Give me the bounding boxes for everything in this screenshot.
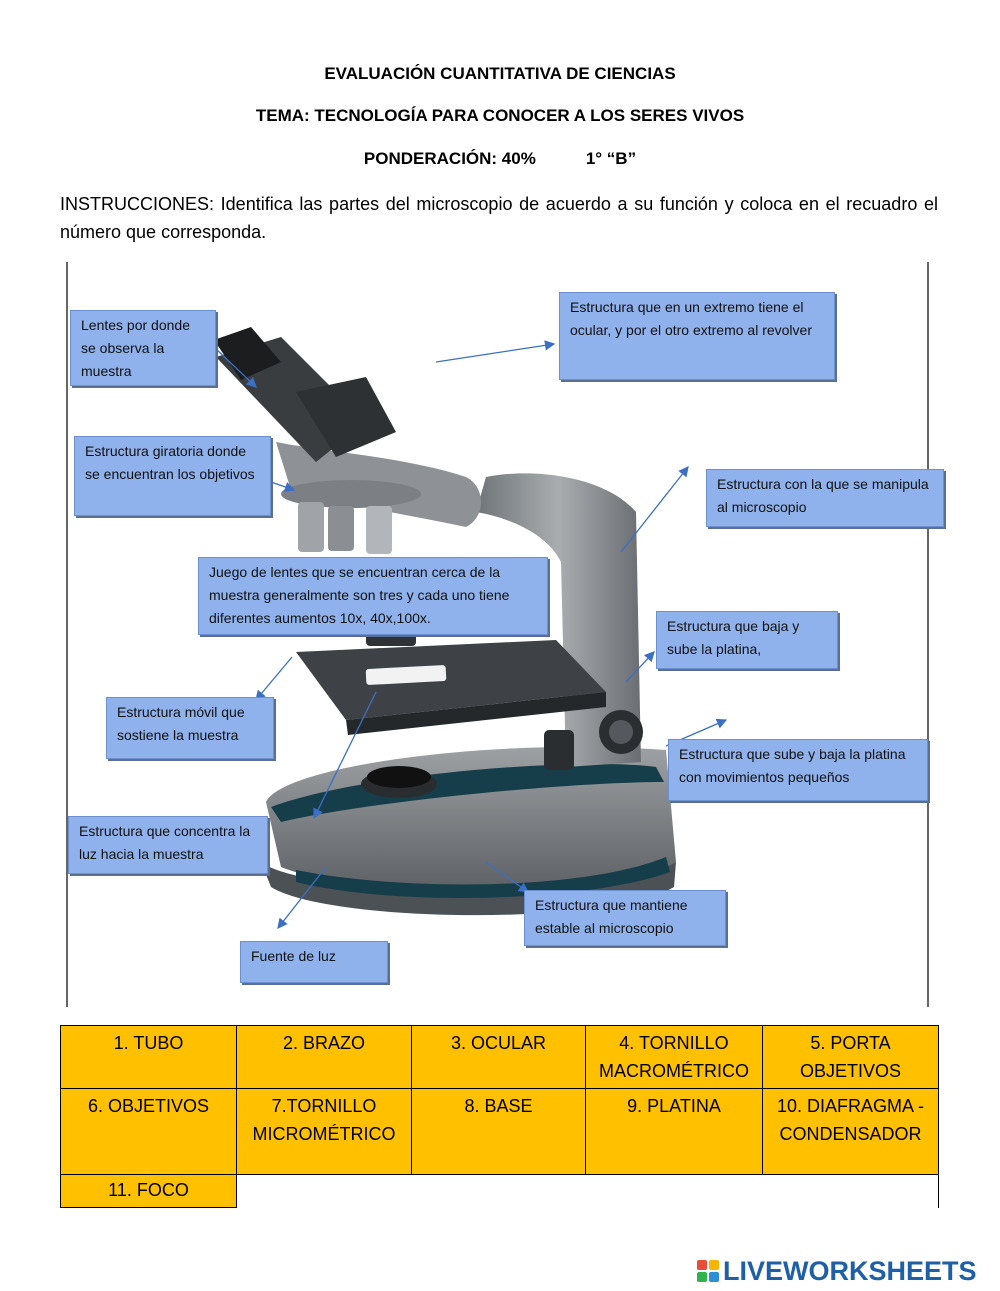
label-brazo: Estructura con la que se manipula al microscopio	[706, 469, 944, 527]
parts-table	[60, 1025, 939, 1208]
weight-line	[0, 149, 1000, 169]
label-foco: Fuente de luz	[240, 941, 388, 983]
part-cell-5: 5. PORTA OBJETIVOS	[763, 1026, 939, 1089]
instructions: INSTRUCCIONES: Identifica las partes del microscopio de acuerdo a su función y coloca en el recuadro el número que corresponda.	[60, 194, 938, 242]
part-cell-8: 8. BASE	[412, 1089, 586, 1175]
part-cell-3: 3. OCULAR	[412, 1026, 586, 1089]
part-cell-1: 1. TUBO	[61, 1026, 237, 1089]
brand-logo	[697, 1254, 977, 1288]
group: 1° “B”	[585, 149, 637, 168]
part-cell-10: 10. DIAFRAGMA - CONDENSADOR	[763, 1089, 939, 1175]
part-cell-2: 2. BRAZO	[237, 1026, 412, 1089]
table-row	[61, 1089, 939, 1175]
brand-name: LIVEWORKSHEETS	[723, 1255, 977, 1286]
label-objetivos: Juego de lentes que se encuentran cerca de la muestra generalmente son tres y cada uno tiene diferentes aumentos 10x, 40x,100x.	[198, 557, 548, 635]
label-platina: Estructura móvil que sostiene la muestra	[106, 697, 274, 759]
part-cell-9: 9. PLATINA	[586, 1089, 763, 1175]
part-cell-4: 4. TORNILLO MACROMÉTRICO	[586, 1026, 763, 1089]
label-tubo: Estructura que en un extremo tiene el ocular, y por el otro extremo al revolver	[559, 292, 835, 380]
part-cell-11: 11. FOCO	[61, 1175, 237, 1208]
label-revolver: Estructura giratoria donde se encuentran los objetivos	[74, 436, 271, 516]
label-condensador: Estructura que concentra la luz hacia la muestra	[68, 816, 268, 874]
label-base: Estructura que mantiene estable al microscopio	[524, 890, 726, 946]
part-cell-7: 7.TORNILLO MICROMÉTRICO	[237, 1089, 412, 1175]
label-micro: Estructura que sube y baja la platina con movimientos pequeños	[668, 739, 928, 801]
table-row	[61, 1175, 939, 1208]
label-ocular: Lentes por donde se observa la muestra	[70, 310, 216, 386]
label-macro: Estructura que baja y sube la platina,	[656, 611, 838, 669]
microscope-figure	[66, 262, 930, 1007]
topic: TEMA: TECNOLOGÍA PARA CONOCER A LOS SERES VIVOS	[255, 106, 745, 125]
logo-icon	[697, 1260, 719, 1282]
table-row	[61, 1026, 939, 1089]
empty-cell	[237, 1175, 939, 1208]
page-title: EVALUACIÓN CUANTITATIVA DE CIENCIAS	[324, 64, 676, 83]
part-cell-6: 6. OBJETIVOS	[61, 1089, 237, 1175]
weight: PONDERACIÓN: 40%	[363, 149, 536, 168]
